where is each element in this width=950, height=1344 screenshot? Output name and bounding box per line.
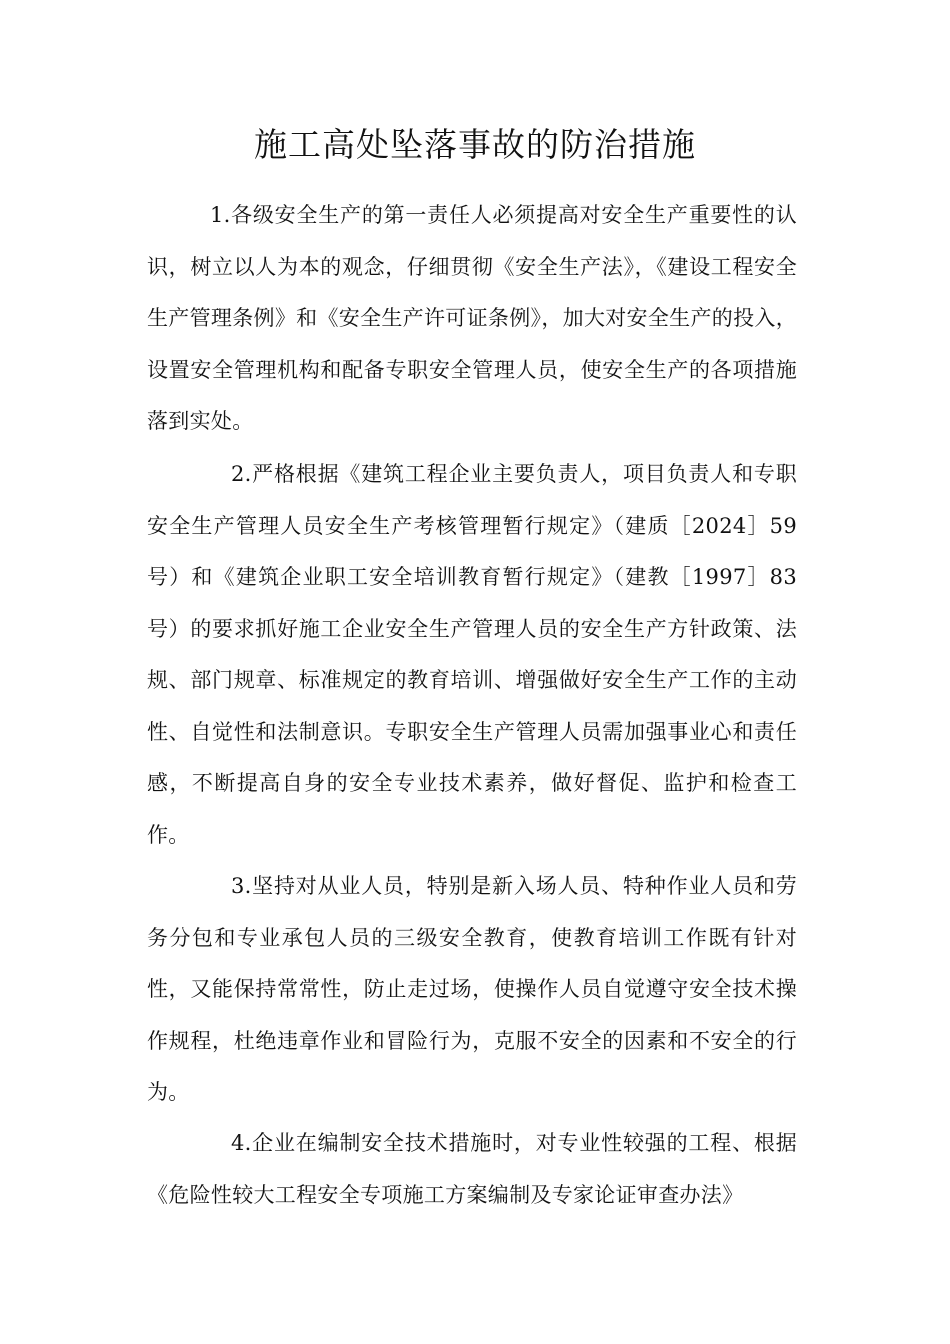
paragraph-1: 1.各级安全生产的第一责任人必须提高对安全生产重要性的认识，树立以人为本的观念，仔细贯彻《安全生产法》，《建设工程安全生产管理条例》和《安全生产许可证条例》，加大对安全生产的投入，设置安全管理机构和配备专职安全管理人员，使安全生产的各项措施落到实处。 — [147, 203, 797, 433]
paragraph-2: 2.严格根据《建筑工程企业主要负责人，项目负责人和专职安全生产管理人员安全生产考核管理暂行规定》（建质［2024］59号）和《建筑企业职工安全培训教育暂行规定》（建教［1997］83号）的要求抓好施工企业安全生产管理人员的安全生产方针政策、法规、部门规章、标准规定的教育培训、增强做好安全生产工作的主动性、自觉性和法制意识。专职安全生产管理人员需加强事业心和责任感，不断提高自身的安全专业技术素养，做好督促、监护和检查工作。 — [147, 462, 797, 847]
paragraph-4: 4.企业在编制安全技术措施时，对专业性较强的工程、根据《危险性较大工程安全专项施工方案编制及专家论证审查办法》 — [147, 1131, 797, 1207]
document-title: 施工高处坠落事故的防治措施 — [254, 125, 696, 164]
paragraph-3: 3.坚持对从业人员，特别是新入场人员、特种作业人员和劳务分包和专业承包人员的三级安全教育，使教育培训工作既有针对性，又能保持常常性，防止走过场，使操作人员自觉遵守安全技术操作规程，杜绝违章作业和冒险行为，克服不安全的因素和不安全的行为。 — [147, 874, 797, 1104]
